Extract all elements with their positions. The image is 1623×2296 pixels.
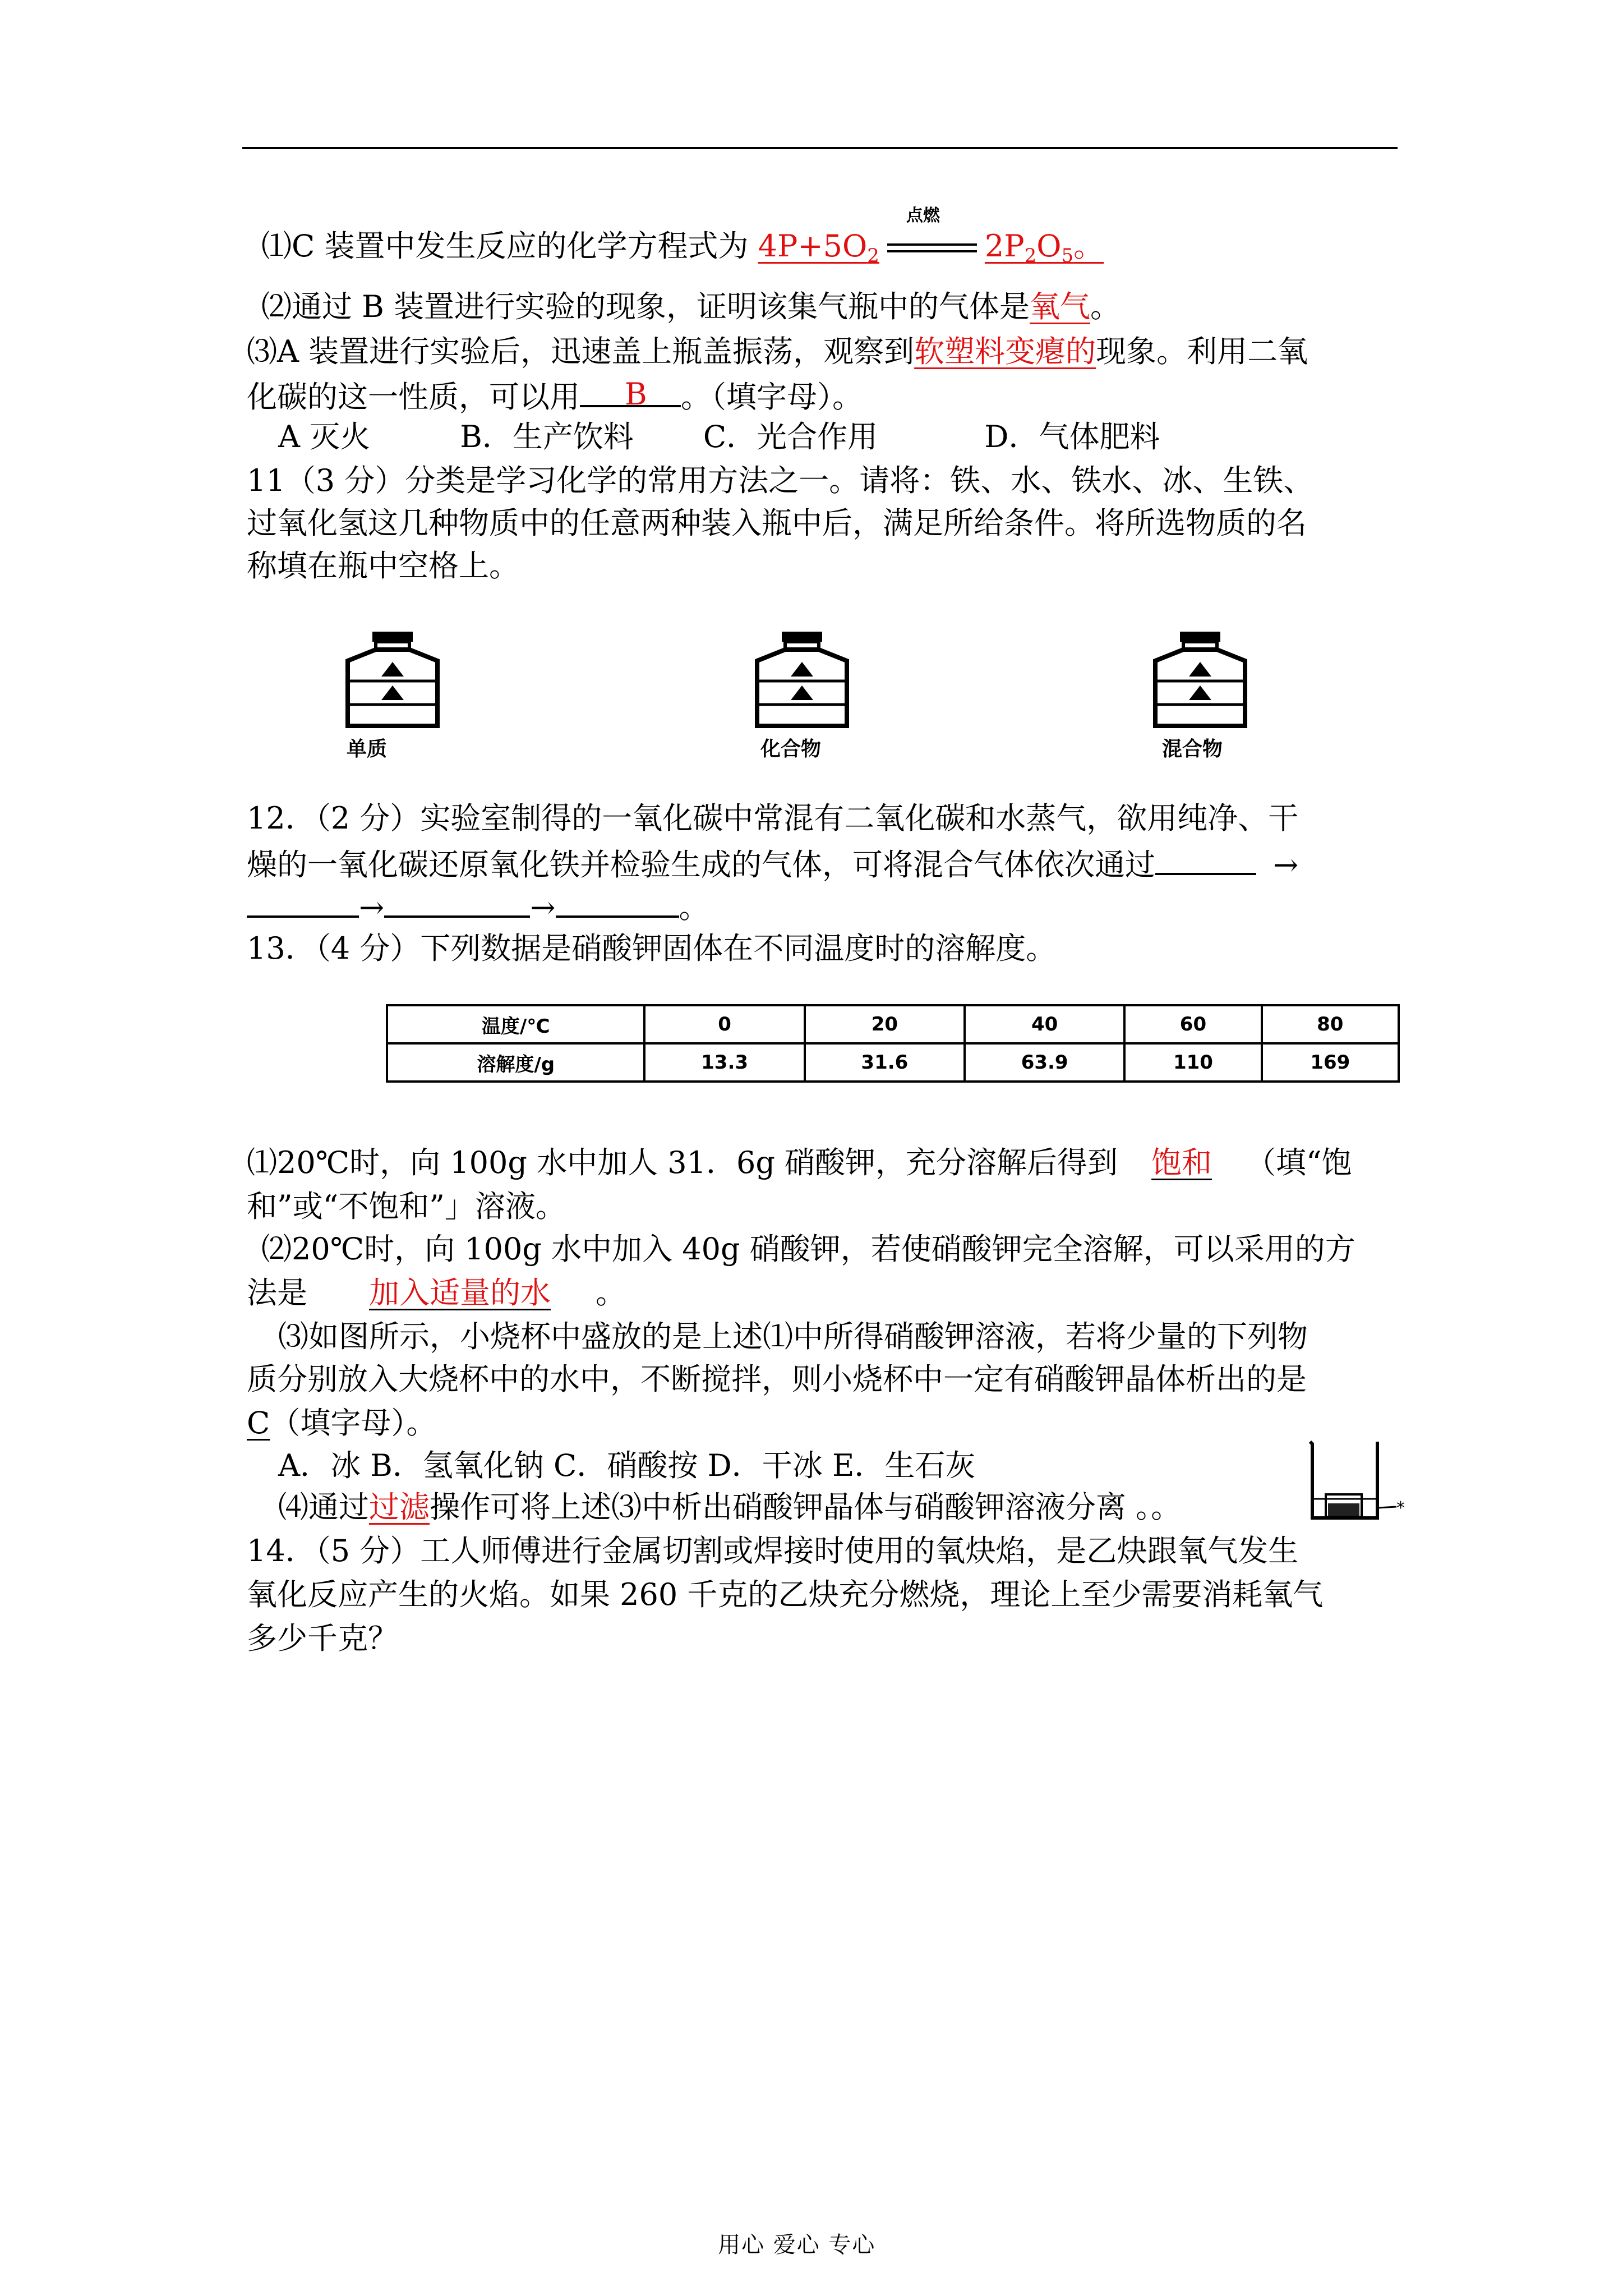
bottle-label-mixture: 混合物 [1162, 738, 1223, 761]
svg-text:*: * [1396, 1498, 1405, 1518]
q14-line-1: 14．（5 分）工人师傅进行金属切割或焊接时使用的氧炔焰，是乙炔跟氧气发生 [247, 1533, 1299, 1568]
q13-p3-options: A．冰 B．氢氧化钠 C．硝酸按 D．干冰 E．生石灰 [278, 1448, 976, 1483]
q13-p2-line-1: ⑵20℃时，向 100g 水中加入 40g 硝酸钾，若使硝酸钾完全溶解，可以采用的方 [261, 1231, 1355, 1267]
answer-b: B [625, 376, 647, 412]
table-cell: 63.9 [965, 1043, 1124, 1082]
table-cell: 0 [644, 1005, 804, 1043]
q13-p3-line-1: ⑶如图所示，小烧杯中盛放的是上述⑴中所得硝酸钾溶液，若将少量的下列物 [278, 1319, 1308, 1354]
q13-p1-line-1: ⑴20℃时，向 100g 水中加人 31．6g 硝酸钾，充分溶解后得到 饱和 （填“饱 [247, 1145, 1352, 1180]
page-footer: 用心 爱心 专心 [718, 2232, 876, 2258]
answer-c: C [247, 1405, 270, 1441]
q13-p3-line-2: 质分别放入大烧杯中的水中，不断搅拌，则小烧杯中一定有硝酸钾晶体析出的是 [247, 1361, 1307, 1397]
q11-line-3: 称填在瓶中空格上。 [247, 548, 519, 583]
q10-line-4: 化碳的这一性质，可以用 B 。（填字母）。 [247, 376, 863, 415]
q14-line-2: 氧化反应产生的火焰。如果 260 千克的乙炔充分燃烧，理论上至少需要消耗氧气 [247, 1577, 1324, 1612]
q13-line-1: 13．（4 分）下列数据是硝酸钾固体在不同温度时的溶解度。 [247, 931, 1057, 966]
q12-line-3: → → 。 [247, 890, 709, 923]
table-cell: 60 [1124, 1005, 1261, 1043]
header-rule [242, 147, 1398, 149]
table-cell: 20 [805, 1005, 965, 1043]
q10-line-3: ⑶A 装置进行实验后，迅速盖上瓶盖振荡，观察到软塑料变瘪的现象。利用二氧 [247, 334, 1308, 369]
table-cell: 80 [1262, 1005, 1399, 1043]
q13-p1-line-2: 和”或“不饱和”」溶液。 [247, 1189, 566, 1224]
q13-p2-line-2: 法是 加入适量的水 。 [247, 1275, 626, 1310]
reaction-condition: 点燃 [887, 233, 977, 264]
q10-options: A 灭火 B．生产饮料 C．光合作用 D．气体肥料 [278, 419, 1160, 454]
q12-line-1: 12．（2 分）实验室制得的一氧化碳中常混有二氧化碳和水蒸气，欲用纯净、干 [247, 800, 1299, 836]
table-cell: 40 [965, 1005, 1124, 1043]
solubility-table [386, 1004, 1400, 1083]
q11-line-2: 过氧化氢这几种物质中的任意两种装入瓶中后，满足所给条件。将所选物质的名 [247, 505, 1307, 541]
q13-p4-line: ⑷通过过滤操作可将上述⑶中析出硝酸钾晶体与硝酸钾溶液分离 。。 [278, 1489, 1182, 1525]
q12-line-2: 燥的一氧化碳还原氧化铁并检验生成的气体，可将混合气体依次通过 → [247, 847, 1299, 882]
answer-add-water: 加入适量的水 [369, 1275, 551, 1310]
answer-bottle-shrink: 软塑料变瘪的 [914, 334, 1096, 369]
bottle-label-element: 单质 [347, 738, 388, 761]
table-cell: 温度/℃ [387, 1005, 644, 1043]
q11-line-1: 11（3 分）分类是学习化学的常用方法之一。请将：铁、水、铁水、冰、生铁、 [247, 463, 1314, 498]
answer-oxygen: 氧气 [1030, 289, 1091, 324]
table-cell: 31.6 [805, 1043, 965, 1082]
bottle-label-compound: 化合物 [760, 738, 822, 761]
table-cell: 110 [1124, 1043, 1261, 1082]
table-cell: 溶解度/g [387, 1043, 644, 1082]
table-cell: 13.3 [644, 1043, 804, 1082]
q14-line-3: 多少千克？ [247, 1621, 398, 1656]
table-row [387, 1005, 1399, 1043]
answer-filtration: 过滤 [369, 1489, 430, 1525]
table-cell: 169 [1262, 1043, 1399, 1082]
q13-p3-line-3: C（填字母）。 [247, 1405, 437, 1441]
q10-line-2: ⑵通过 B 装置进行实验的现象，证明该集气瓶中的气体是氧气。 [261, 289, 1121, 324]
q10-line-1: ⑴C 装置中发生反应的化学方程式为 $4P+5O_2$ 点燃 $2P_2O_5$。 [261, 206, 1104, 267]
answer-saturated: 饱和 [1151, 1145, 1212, 1180]
table-row [387, 1043, 1399, 1082]
beaker-diagram [1307, 1436, 1413, 1528]
